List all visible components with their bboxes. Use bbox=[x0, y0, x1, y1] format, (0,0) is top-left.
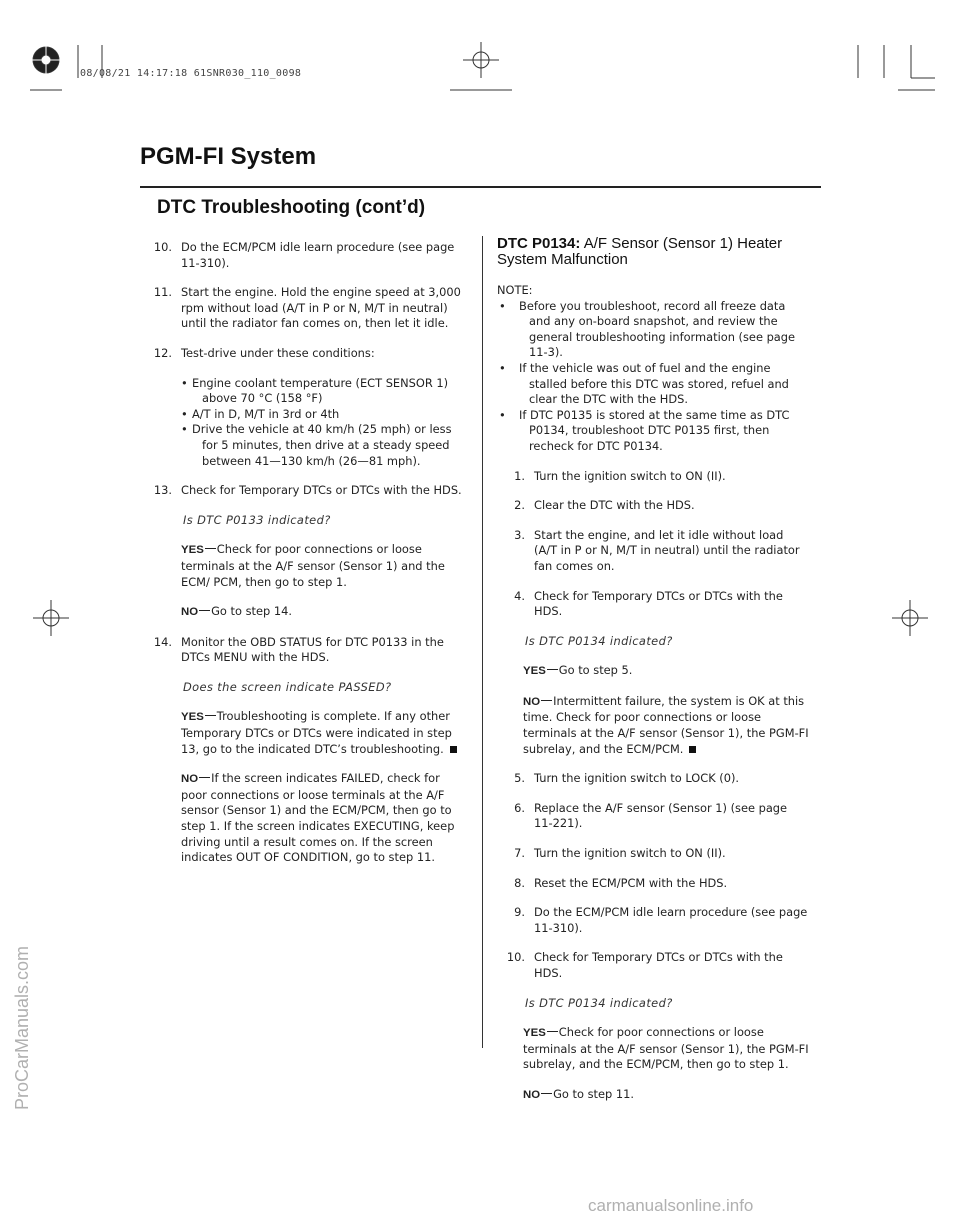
step-10-right: 10. Check for Temporary DTCs or DTCs with the HDS. bbox=[506, 950, 783, 980]
step-13: 13. Check for Temporary DTCs or DTCs with the HDS. bbox=[153, 483, 462, 498]
answer-no: NO Go to step 11. bbox=[523, 1086, 634, 1101]
list-item: • Drive the vehicle at 40 km/h (25 mph) or less for 5 minutes, then drive at a steady speed between 41—130 km/h (26—81 mph). bbox=[181, 422, 452, 468]
question-p0134: Is DTC P0134 indicated? bbox=[525, 633, 673, 648]
page-title: PGM-FI System bbox=[140, 143, 317, 170]
note-list bbox=[497, 299, 809, 455]
list-item: • If DTC P0135 is stored at the same time as DTC P0134, troubleshoot DTC P0135 first, then recheck for DTC P0134. bbox=[499, 407, 790, 453]
answer-no: NO Intermittent failure, the system is OK at this time. Check for poor connections or loose terminals at the A/F sensor (Sensor 1), the PGM-FI subrelay, and the ECM/PCM. bbox=[523, 693, 809, 756]
step-8: 8. Reset the ECM/PCM with the HDS. bbox=[514, 875, 728, 890]
step-4: 4. Check for Temporary DTCs or DTCs with the HDS. bbox=[514, 588, 783, 619]
end-mark-icon bbox=[689, 746, 696, 753]
left-column bbox=[144, 240, 464, 866]
step-7: 7. Turn the ignition switch to ON (II). bbox=[514, 846, 726, 861]
question-p0134: Is DTC P0134 indicated? bbox=[525, 995, 673, 1010]
step-14: 14. Monitor the OBD STATUS for DTC P0133 in the DTCs MENU with the HDS. bbox=[153, 634, 444, 665]
step-2: 2. Clear the DTC with the HDS. bbox=[514, 498, 695, 513]
answer-yes: YES Check for poor connections or loose terminals at the A/F sensor (Sensor 1), the PGM-FI subrelay, and the ECM/PCM, then go to step 1. bbox=[523, 1025, 809, 1072]
list-item: • If the vehicle was out of fuel and the engine stalled before this DTC was stored, refuel and clear the DTC with the HDS. bbox=[499, 360, 789, 407]
end-mark-icon bbox=[450, 746, 457, 753]
step-12: 12. Test-drive under these conditions: bbox=[153, 345, 375, 360]
print-stamp: 08/08/21 14:17:18 61SNR030_110_0098 bbox=[80, 68, 302, 79]
registration-marks bbox=[0, 0, 960, 130]
right-column bbox=[497, 236, 809, 1104]
dtc-heading: DTC P0134: A/F Sensor (Sensor 1) Heater System Malfunction bbox=[497, 235, 783, 268]
step-9: 9. Do the ECM/PCM idle learn procedure (see page 11-310). bbox=[514, 905, 808, 935]
watermark-carmanualsonline: carmanualsonline.info bbox=[588, 1196, 754, 1215]
section-title: DTC Troubleshooting (cont’d) bbox=[157, 197, 426, 218]
step-11: 11. Start the engine. Hold the engine speed at 3,000 rpm without load (A/T in P or N, M/T in neutral) until the radiator fan comes on, then let it idle. bbox=[153, 285, 461, 331]
answer-yes: YES Go to step 5. bbox=[523, 663, 633, 678]
step-10: 10. Do the ECM/PCM idle learn procedure (see page 11-310). bbox=[153, 240, 455, 270]
list-item: • Before you troubleshoot, record all freeze data and any on-board snapshot, and review the general troubleshooting information (see page 11-3). bbox=[499, 298, 796, 360]
step-6: 6. Replace the A/F sensor (Sensor 1) (see page 11-221). bbox=[514, 800, 788, 831]
title-rule bbox=[140, 186, 821, 188]
list-item: • Engine coolant temperature (ECT SENSOR 1) above 70 °C (158 °F) bbox=[181, 375, 449, 406]
answer-no: NO Go to step 14. bbox=[181, 604, 292, 619]
column-divider bbox=[482, 236, 483, 1048]
answer-yes: YES Check for poor connections or loose terminals at the A/F sensor (Sensor 1) and the ECM/ PCM, then go to step 1. bbox=[181, 542, 445, 589]
answer-yes: YES Troubleshooting is complete. If any other Temporary DTCs or DTCs were indicated in step 13, go to the indicated DTC’s troubleshooting. bbox=[144, 709, 464, 757]
step-3: 3. Start the engine, and let it idle without load (A/T in P or N, M/T in neutral) until the radiator fan comes on. bbox=[514, 527, 800, 573]
watermark-procarmanuals: ProCarManuals.com bbox=[12, 945, 32, 1110]
test-drive-conditions-list bbox=[144, 376, 464, 470]
step-5: 5. Turn the ignition switch to LOCK (0). bbox=[514, 771, 740, 786]
step-1: 1. Turn the ignition switch to ON (II). bbox=[514, 468, 726, 483]
question-passed: Does the screen indicate PASSED? bbox=[183, 679, 392, 694]
note-label: NOTE: bbox=[497, 283, 533, 297]
answer-no: NO If the screen indicates FAILED, check for poor connections or loose terminals at the A/F sensor (Sensor 1) and the ECM/PCM, then go to step 1. If the screen indicates EXECUTING, keep driving until a result comes on. If the screen indicates OUT OF CONDITION, go to step 11. bbox=[181, 771, 455, 865]
question-p0133: Is DTC P0133 indicated? bbox=[183, 512, 331, 527]
list-item: • A/T in D, M/T in 3rd or 4th bbox=[181, 406, 340, 421]
